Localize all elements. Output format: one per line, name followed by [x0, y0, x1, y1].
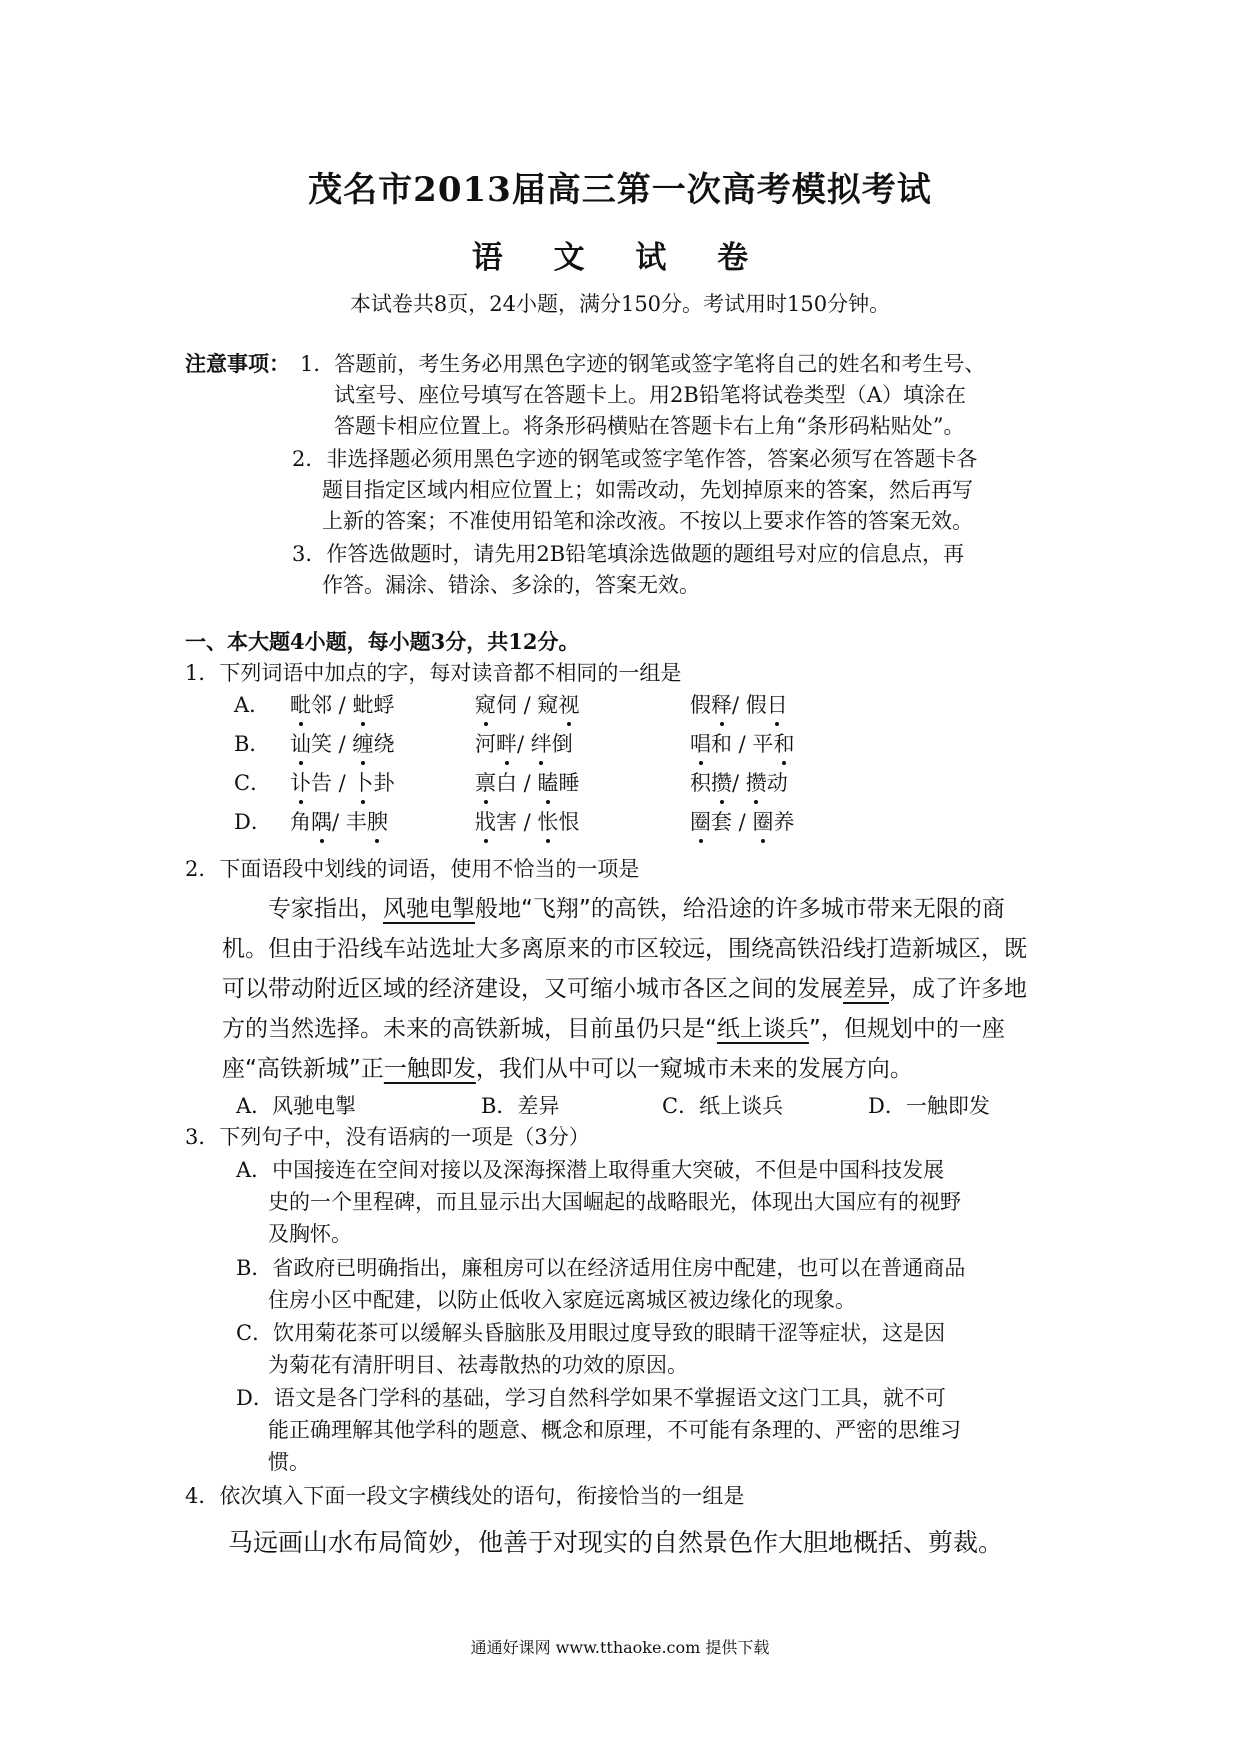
note-3-line-1: 3．作答选做题时，请先用2B铅笔填涂选做题的题组号对应的信息点，再 [292, 542, 965, 566]
q1-word-pair [290, 807, 388, 837]
word-text: 养 [773, 810, 795, 834]
note-2-line-1: 2．非选择题必须用黑色字迹的钢笔或签字笔作答，答案必须写在答题卡各 [292, 447, 978, 471]
dotted-character: 日 [767, 690, 788, 720]
q1-option-label: D． [234, 810, 272, 834]
exam-info: 本试卷共8页，24小题，满分150分。考试用时150分钟。 [349, 292, 891, 316]
word-text: 和 / 平 [711, 732, 774, 756]
page-footer: 通通好课网 www.tthaoke.com 提供下载 [470, 1638, 770, 1657]
q2-passage-line-2: 机。但由于沿线车站选址大多离原来的市区较远，围绕高铁沿线打造新城区，既 [222, 936, 1027, 962]
notes-label: 注意事项： [185, 351, 290, 376]
dotted-character: 攒 [746, 768, 767, 798]
q1-word-pair [290, 768, 394, 798]
q1-word-pair [475, 690, 579, 720]
word-text: 积 [690, 771, 711, 795]
dotted-character: 畔 [496, 729, 517, 759]
word-text: 河 [475, 732, 496, 756]
dotted-character: 戕 [475, 807, 496, 837]
dotted-character: 视 [558, 690, 579, 720]
q1-option-label: C． [234, 771, 272, 795]
note-1-line-1: 1．答题前，考生务必用黑色字迹的钢笔或签字笔将自己的姓名和考生号、 [300, 352, 986, 376]
q2-passage-line-5: 座“高铁新城”正一触即发，我们从中可以一窥城市未来的发展方向。 [222, 1056, 913, 1082]
dotted-character: 和 [773, 729, 794, 759]
q2-option-c: C．纸上谈兵 [662, 1094, 784, 1118]
q3-b-line-2: 住房小区中配建，以防止低收入家庭远离城区被边缘化的现象。 [268, 1288, 856, 1312]
q1-option-label: A． [234, 693, 271, 717]
note-1-line-2: 试室号、座位号填写在答题卡上。用2B铅笔将试卷类型（A）填涂在 [334, 383, 966, 407]
dotted-character: 卜 [352, 768, 373, 798]
q1-word-pair [690, 729, 794, 759]
dotted-character: 瞌 [537, 768, 558, 798]
q1-word-pair [690, 807, 794, 837]
q3-a-line-3: 及胸怀。 [268, 1222, 352, 1246]
dotted-character: 圈 [690, 807, 711, 837]
q1-word-pair [290, 729, 394, 759]
note-2-line-2: 题目指定区域内相应位置上；如需改动，先划掉原来的答案，然后再写 [322, 478, 973, 502]
q1-word-pair [475, 768, 579, 798]
dotted-character: 禀 [475, 768, 496, 798]
q1-word-pair [690, 768, 788, 798]
word-text: 睡 [558, 771, 580, 795]
exam-title: 茂名市2013届高三第一次高考模拟考试 [308, 170, 932, 210]
word-text: 绕 [373, 732, 395, 756]
dotted-character: 释 [711, 690, 732, 720]
dotted-character: 隅 [311, 807, 332, 837]
q3-d-line-1: D．语文是各门学科的基础，学习自然科学如果不掌握语文这门工具，就不可 [236, 1386, 946, 1410]
dotted-character: 讪 [290, 729, 311, 759]
word-text: 害 / [496, 810, 538, 834]
word-text: 笑 / [311, 732, 353, 756]
word-text: 伺 / 窥 [496, 693, 559, 717]
word-text: 假 [690, 693, 711, 717]
q2-option-d: D．一触即发 [868, 1094, 990, 1118]
q2-passage-line-4: 方的当然选择。未来的高铁新城，目前虽仍只是“纸上谈兵”，但规划中的一座 [222, 1016, 1005, 1042]
q2-stem: 2．下面语段中划线的词语，使用不恰当的一项是 [185, 857, 640, 881]
dotted-character: 讣 [290, 768, 311, 798]
underlined-term-2: 差异 [843, 976, 889, 1002]
q1-word-pair [290, 690, 394, 720]
word-text: 白 / [496, 771, 538, 795]
q2-option-a: A．风驰电掣 [236, 1094, 357, 1118]
word-text: 邻 / [311, 693, 353, 717]
word-text: / 丰 [332, 810, 367, 834]
dotted-character: 毗 [290, 690, 311, 720]
q1-word-pair [475, 807, 579, 837]
word-text: 倒 [551, 732, 573, 756]
q3-stem: 3．下列句子中，没有语病的一项是（3分） [185, 1125, 590, 1149]
word-text: 角 [290, 810, 311, 834]
q3-a-line-1: A．中国接连在空间对接以及深海探潜上取得重大突破，不但是中国科技发展 [236, 1158, 945, 1182]
q4-passage: 马远画山水布局简妙，他善于对现实的自然景色作大胆地概括、剪裁。 [228, 1528, 1004, 1557]
dotted-character: 缠 [352, 729, 373, 759]
word-text: 蜉 [373, 693, 395, 717]
word-text: 套 / [711, 810, 753, 834]
section-1-heading: 一、本大题4小题，每小题3分，共12分。 [185, 629, 580, 654]
note-1-line-3: 答题卡相应位置上。将条形码横贴在答题卡右上角“条形码粘贴处”。 [334, 414, 965, 438]
dotted-character: 怅 [537, 807, 558, 837]
dotted-character: 腴 [367, 807, 388, 837]
dotted-character: 蚍 [352, 690, 373, 720]
q2-passage-line-1: 专家指出，风驰电掣般地“飞翔”的高铁，给沿途的许多城市带来无限的商 [268, 896, 1005, 922]
underlined-term-1: 风驰电掣 [383, 896, 475, 922]
q3-b-line-1: B．省政府已明确指出，廉租房可以在经济适用住房中配建，也可以在普通商品 [236, 1256, 966, 1280]
q1-option-label: B． [234, 732, 271, 756]
dotted-character: 攒 [711, 768, 732, 798]
q1-stem: 1．下列词语中加点的字，每对读音都不相同的一组是 [185, 661, 682, 685]
q1-word-pair [690, 690, 788, 720]
q3-c-line-1: C．饮用菊花茶可以缓解头昏脑胀及用眼过度导致的眼睛干涩等症状，这是因 [236, 1321, 946, 1345]
q3-a-line-2: 史的一个里程碑，而且显示出大国崛起的战略眼光，体现出大国应有的视野 [268, 1190, 961, 1214]
underlined-term-3: 纸上谈兵 [716, 1016, 809, 1042]
q1-word-pair [475, 729, 573, 759]
note-2-line-3: 上新的答案；不准使用铅笔和涂改液。不按以上要求作答的答案无效。 [322, 509, 973, 533]
word-text: 告 / [311, 771, 353, 795]
dotted-character: 窥 [475, 690, 496, 720]
q3-d-line-3: 惯。 [268, 1450, 310, 1474]
underlined-term-4: 一触即发 [383, 1056, 476, 1082]
dotted-character: 绊 [531, 729, 552, 759]
word-text: 卦 [373, 771, 395, 795]
q3-c-line-2: 为菊花有清肝明目、祛毒散热的功效的原因。 [268, 1353, 688, 1377]
q4-stem: 4．依次填入下面一段文字横线处的语句，衔接恰当的一组是 [185, 1484, 745, 1508]
q2-option-b: B．差异 [481, 1094, 560, 1118]
q2-passage-line-3: 可以带动附近区域的经济建设，又可缩小城市各区之间的发展差异，成了许多地 [222, 976, 1027, 1002]
exam-subtitle: 语 文 试 卷 [471, 240, 769, 276]
q3-d-line-2: 能正确理解其他学科的题意、概念和原理，不可能有条理的、严密的思维习 [268, 1418, 961, 1442]
word-text: 恨 [558, 810, 580, 834]
word-text: / 假 [732, 693, 767, 717]
dotted-character: 唱 [690, 729, 711, 759]
word-text: / [517, 732, 531, 756]
word-text: / [732, 771, 746, 795]
dotted-character: 圈 [752, 807, 773, 837]
word-text: 动 [766, 771, 788, 795]
note-3-line-2: 作答。漏涂、错涂、多涂的，答案无效。 [322, 573, 700, 597]
